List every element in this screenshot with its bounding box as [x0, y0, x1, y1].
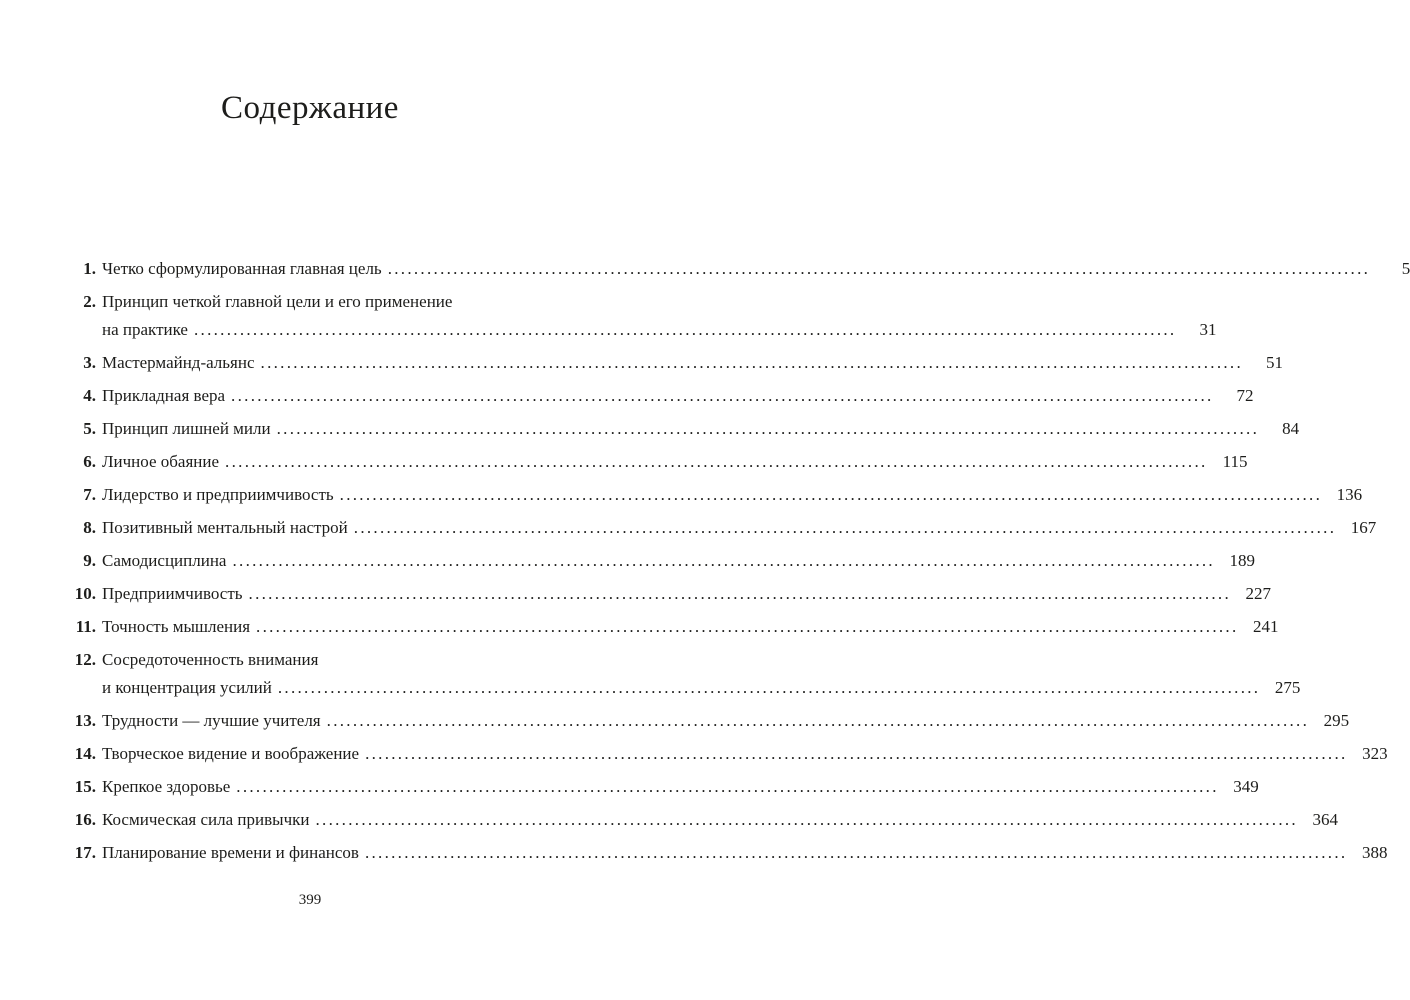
page-number: 388 — [1361, 843, 1388, 862]
toc-entry[interactable] — [60, 448, 1248, 476]
dot-leader — [327, 707, 1310, 735]
table-of-contents — [60, 255, 1410, 872]
chapter-title: Принцип четкой главной цели и его применение — [102, 292, 453, 311]
dot-leader — [365, 740, 1348, 768]
chapter-number: 10. — [74, 584, 96, 603]
page-title: Содержание — [221, 90, 399, 126]
page-number: 323 — [1362, 744, 1388, 763]
chapter-title: Личное обаяние — [102, 452, 220, 471]
toc-entry[interactable] — [60, 514, 1377, 542]
dot-leader — [388, 255, 1371, 283]
chapter-number: 5. — [83, 419, 96, 438]
chapter-title: Трудности — лучшие учителя — [102, 711, 321, 730]
page-folio-number: 399 — [298, 892, 322, 908]
chapter-title: Космическая сила привычки — [102, 810, 310, 829]
toc-entry[interactable] — [60, 288, 1217, 344]
toc-entry[interactable] — [60, 349, 1284, 377]
chapter-number: 12. — [74, 650, 96, 669]
chapter-title: Сосредоточенность внимания — [102, 650, 319, 669]
chapter-number: 14. — [74, 744, 96, 763]
page-number: 275 — [1274, 678, 1301, 697]
dot-leader — [315, 806, 1298, 834]
chapter-number: 17. — [74, 843, 96, 862]
chapter-number: 7. — [83, 485, 96, 504]
chapter-title: Позитивный ментальный настрой — [102, 518, 348, 537]
page-number: 167 — [1350, 518, 1377, 537]
dot-leader — [225, 448, 1208, 476]
chapter-title: Планирование времени и финансов — [102, 843, 359, 862]
chapter-number: 2. — [83, 292, 96, 311]
toc-entry[interactable] — [60, 806, 1338, 834]
chapter-title: Самодисциплина — [102, 551, 227, 570]
chapter-title: Предприимчивость — [102, 584, 243, 603]
chapter-number: 1. — [83, 259, 96, 278]
dot-leader — [340, 481, 1323, 509]
chapter-number: 15. — [74, 777, 96, 796]
chapter-title: Точность мышления — [102, 617, 251, 636]
chapter-number: 8. — [83, 518, 96, 537]
dot-leader — [236, 773, 1219, 801]
dot-leader — [256, 613, 1239, 641]
chapter-title-continued: и концентрация усилий — [102, 678, 272, 697]
chapter-number: 9. — [83, 551, 96, 570]
chapter-title: Мастермайнд-альянс — [102, 353, 255, 372]
toc-entry[interactable] — [60, 740, 1388, 768]
dot-leader — [261, 349, 1244, 377]
dot-leader — [278, 674, 1261, 702]
chapter-number: 4. — [83, 386, 96, 405]
page-number: 115 — [1222, 452, 1248, 471]
toc-entry[interactable] — [60, 255, 1410, 283]
toc-entry[interactable] — [60, 382, 1254, 410]
chapter-title: Крепкое здоровье — [102, 777, 231, 796]
toc-entry[interactable] — [60, 547, 1255, 575]
toc-entry[interactable] — [60, 613, 1279, 641]
page-number: 72 — [1236, 386, 1254, 405]
chapter-title: Принцип лишней мили — [102, 419, 271, 438]
dot-leader — [194, 316, 1177, 344]
chapter-number: 11. — [75, 617, 96, 636]
page-number: 5 — [1401, 259, 1410, 278]
dot-leader — [365, 839, 1348, 867]
toc-entry[interactable] — [60, 707, 1350, 735]
toc-entry[interactable] — [60, 481, 1363, 509]
chapter-number: 16. — [74, 810, 96, 829]
toc-entry[interactable] — [60, 773, 1259, 801]
page-number: 51 — [1266, 353, 1284, 372]
page-number: 364 — [1312, 810, 1338, 829]
dot-leader — [354, 514, 1337, 542]
page-number: 136 — [1336, 485, 1363, 504]
chapter-number: 6. — [83, 452, 96, 471]
page-number: 241 — [1253, 617, 1279, 636]
chapter-title: Прикладная вера — [102, 386, 226, 405]
toc-entry[interactable] — [60, 839, 1388, 867]
page-number: 84 — [1282, 419, 1300, 438]
chapter-number: 13. — [74, 711, 96, 730]
page-number: 349 — [1233, 777, 1259, 796]
chapter-title: Четко сформулированная главная цель — [102, 259, 382, 278]
page-number: 31 — [1199, 320, 1217, 339]
dot-leader — [231, 382, 1214, 410]
toc-entry[interactable] — [60, 580, 1272, 608]
dot-leader — [232, 547, 1215, 575]
chapter-title: Лидерство и предприимчивость — [102, 485, 334, 504]
dot-leader — [277, 415, 1260, 443]
dot-leader — [249, 580, 1232, 608]
toc-entry[interactable] — [60, 415, 1300, 443]
toc-entry[interactable] — [60, 646, 1301, 702]
chapter-title: Творческое видение и воображение — [102, 744, 360, 763]
page-number: 295 — [1323, 711, 1350, 730]
chapter-title-continued: на практике — [102, 320, 188, 339]
page-number: 189 — [1229, 551, 1255, 570]
page-number: 227 — [1245, 584, 1272, 603]
chapter-number: 3. — [83, 353, 96, 372]
